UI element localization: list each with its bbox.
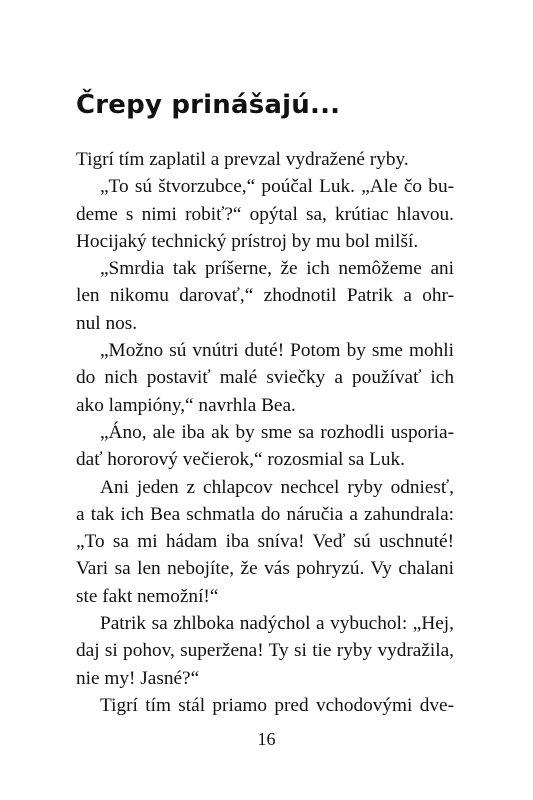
text-line: do nich postaviť malé sviečky a používať ich [76, 367, 454, 389]
text-line: Ani jeden z chlapcov nechcel ryby odniesť, [100, 476, 454, 498]
text-line: deme s nimi robiť?“ opýtal sa, krútiac hlavou. [76, 203, 454, 225]
text-line: Patrik sa zhlboka nadýchol a vybuchol: „Hej, [100, 613, 454, 635]
text-line: len nikomu darovať,“ zhodnotil Patrik a ohr- [76, 285, 454, 307]
text-line: „Áno, ale iba ak by sme sa rozhodli usporia- [100, 421, 454, 443]
text-line: Tigrí tím zaplatil a prevzal vydražené ryby. [76, 149, 409, 170]
text-line: ste fakt nemožní!“ [76, 585, 219, 607]
text-line: a tak ich Bea schmatla do náručia a zahundrala: [76, 503, 454, 525]
text-line: nul nos. [76, 312, 138, 334]
text-line: „Možno sú vnútri duté! Potom by sme mohli [100, 340, 454, 362]
chapter-body [76, 146, 454, 719]
text-line: Hocijaký technický prístroj by mu bol milší. [76, 230, 419, 252]
text-line: nie my! Jasné?“ [76, 667, 200, 689]
page-number: 16 [257, 729, 276, 749]
text-line: ako lampióny,“ navrhla Bea. [76, 394, 296, 416]
text-line: „Smrdia tak príšerne, že ich nemôžeme ani [100, 258, 454, 280]
text-line: „To sa mi hádam iba sníva! Veď sú uschnuté! [76, 531, 454, 553]
text-line: „To sú štvorzubce,“ poúčal Luk. „Ale čo bu- [100, 176, 454, 198]
text-line: daj si pohov, superžena! Ty si tie ryby vydražila, [76, 640, 454, 662]
text-line: dať hororový večierok,“ rozosmial sa Luk. [76, 449, 405, 471]
text-line: Vari sa len nebojíte, že vás pohryzú. Vy chalani [76, 558, 454, 580]
text-line: Tigrí tím stál priamo pred vchodovými dve- [100, 694, 454, 716]
chapter-title: Črepy prinášajú... [76, 90, 341, 120]
